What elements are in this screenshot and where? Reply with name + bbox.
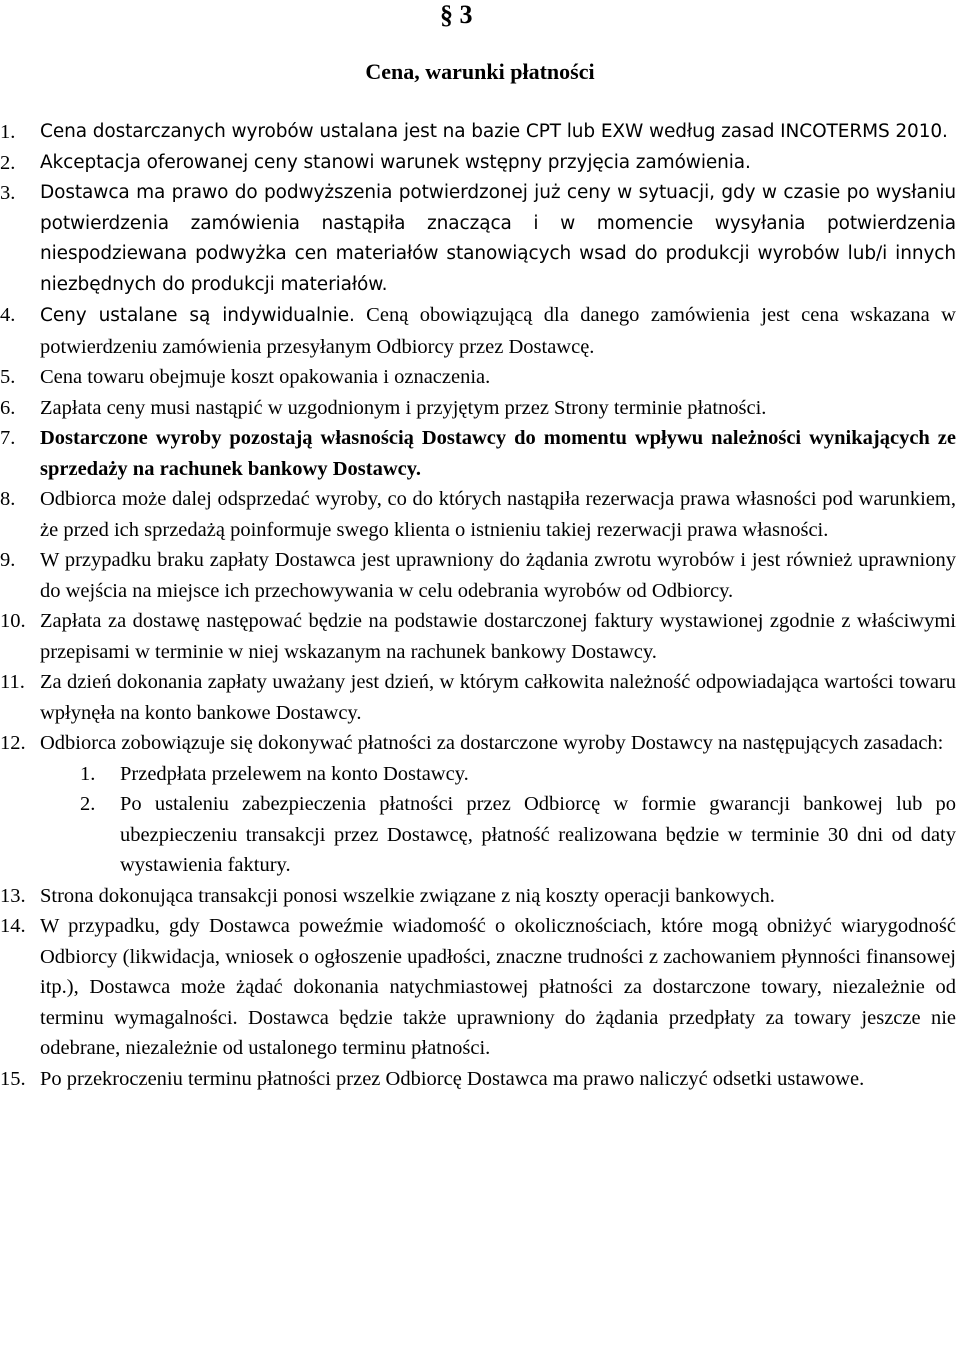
list-item — [0, 148, 956, 179]
list-item — [0, 393, 956, 424]
item-text: Dostarczone wyroby pozostają własnością Dostawcy do momentu wpływu należności wynikających ze sprzedaży na rachunek bankowy Dostawcy. — [40, 427, 956, 480]
list-item — [0, 667, 956, 728]
item-number: 15. — [0, 1067, 26, 1090]
sub-item-number: 2. — [80, 793, 96, 815]
list-item — [0, 606, 956, 667]
item-number: 7. — [0, 427, 16, 449]
item-text-rest: Ceną obowiązującą dla danego zamówienia jest cena wskazana w potwierdzeniu zamówienia przesyłanym Odbiorcy przez Dostawcę. — [40, 304, 956, 358]
list-item — [0, 728, 956, 759]
sub-item-text: Po ustaleniu zabezpieczenia płatności przez Odbiorcę w formie gwarancji bankowej lub po ubezpieczeniu transakcji przez Dostawcę, płatność realizowana będzie w terminie 30 dni od daty wystawienia faktury. — [120, 793, 956, 876]
item-text: Cena towaru obejmuje koszt opakowania i oznaczenia. — [40, 366, 491, 388]
item-text: Strona dokonująca transakcji ponosi wszelkie związane z nią koszty operacji bankowych. — [40, 884, 775, 907]
item-number: 2. — [0, 151, 16, 174]
item-text: Odbiorca może dalej odsprzedać wyroby, co do których nastąpiła rezerwacja prawa własności pod warunkiem, że przed ich sprzedażą poinformuje swego klienta o istnieniu takiej rezerwacji prawa własności. — [40, 488, 956, 541]
item-text: W przypadku braku zapłaty Dostawca jest uprawniony do żądania zwrotu wyrobów i jest również uprawniony do wejścia na miejsce ich przechowywania w celu odebrania wyrobów od Odbiorcy. — [40, 549, 956, 602]
item-number: 13. — [0, 884, 26, 907]
list-item — [0, 423, 956, 484]
item-text: Cena dostarczanych wyrobów ustalana jest na bazie CPT lub EXW według zasad INCOTERMS 2010. — [40, 121, 948, 142]
item-number: 1. — [0, 121, 16, 143]
list-item — [0, 545, 956, 606]
item-number: 12. — [0, 732, 26, 754]
terms-list — [0, 117, 956, 1094]
list-item — [0, 484, 956, 545]
section-heading: Cena, warunki płatności — [365, 59, 595, 84]
item-text: Odbiorca zobowiązuje się dokonywać płatności za dostarczone wyroby Dostawcy na następujących zasadach: — [40, 732, 944, 754]
item-text: Dostawca ma prawo do podwyższenia potwierdzonej już ceny w sytuacji, gdy w czasie po wysłaniu potwierdzenia zamówienia nastąpiła znacząca i w momencie wysyłania potwierdzenia niespodziewana podwyżka cen materiałów stanowiących wsad do produkcji wyrobów lub/i innych niezbędnych do produkcji materiałów. — [40, 182, 956, 295]
item-number: 9. — [0, 549, 16, 571]
sub-item-text: Przedpłata przelewem na konto Dostawcy. — [120, 762, 469, 785]
list-item — [0, 117, 956, 148]
item-number: 14. — [0, 915, 26, 937]
item-text-lead: Ceny ustalane są indywidualnie. — [40, 305, 355, 326]
list-item — [0, 300, 956, 362]
sub-list-item — [40, 759, 956, 790]
item-text: Po przekroczeniu terminu płatności przez Odbiorcę Dostawca ma prawo naliczyć odsetki ustawowe. — [40, 1067, 865, 1090]
item-number: 3. — [0, 182, 16, 204]
item-text: W przypadku, gdy Dostawca poweźmie wiadomość o okolicznościach, które mogą obniżyć wiarygodność Odbiorcy (likwidacja, wniosek o ogłoszenie upadłości, znaczne trudności z zachowaniem płynności finansowej itp.), Dostawca może żądać dokonania natychmiastowej płatności za dostarczone towary, niezależnie od terminu wymagalności. Dostawca będzie także uprawniony do żądania przedpłaty za towary jeszcze nie odebrane, niezależnie od ustalonego terminu płatności. — [40, 915, 956, 1059]
item-number: 8. — [0, 488, 16, 510]
item-text: Za dzień dokonania zapłaty uważany jest dzień, w którym całkowita należność odpowiadająca wartości towaru wpłynęła na konto bankowe Dostawcy. — [40, 671, 956, 724]
item-number: 5. — [0, 366, 16, 388]
item-text: Akceptacja oferowanej ceny stanowi warunek wstępny przyjęcia zamówienia. — [40, 151, 751, 173]
item-number: 11. — [0, 671, 25, 693]
item-number: 4. — [0, 304, 16, 326]
item-text: Zapłata ceny musi nastąpić w uzgodnionym i przyjętym przez Strony terminie płatności. — [40, 396, 767, 419]
list-item — [0, 362, 956, 393]
item-number: 10. — [0, 610, 26, 632]
sub-item-number: 1. — [80, 762, 96, 785]
list-item — [0, 911, 956, 1064]
list-item — [0, 881, 956, 912]
item-text: Zapłata za dostawę następować będzie na podstawie dostarczonej faktury wystawionej zgodnie z właściwymi przepisami w terminie w niej wskazanym na rachunek bankowy Dostawcy. — [40, 610, 956, 663]
item-number: 6. — [0, 396, 16, 419]
sub-list-item — [40, 789, 956, 881]
list-item — [0, 1064, 956, 1095]
section-number: § 3 — [440, 0, 473, 29]
item-text — [40, 300, 956, 362]
list-item — [0, 178, 956, 300]
